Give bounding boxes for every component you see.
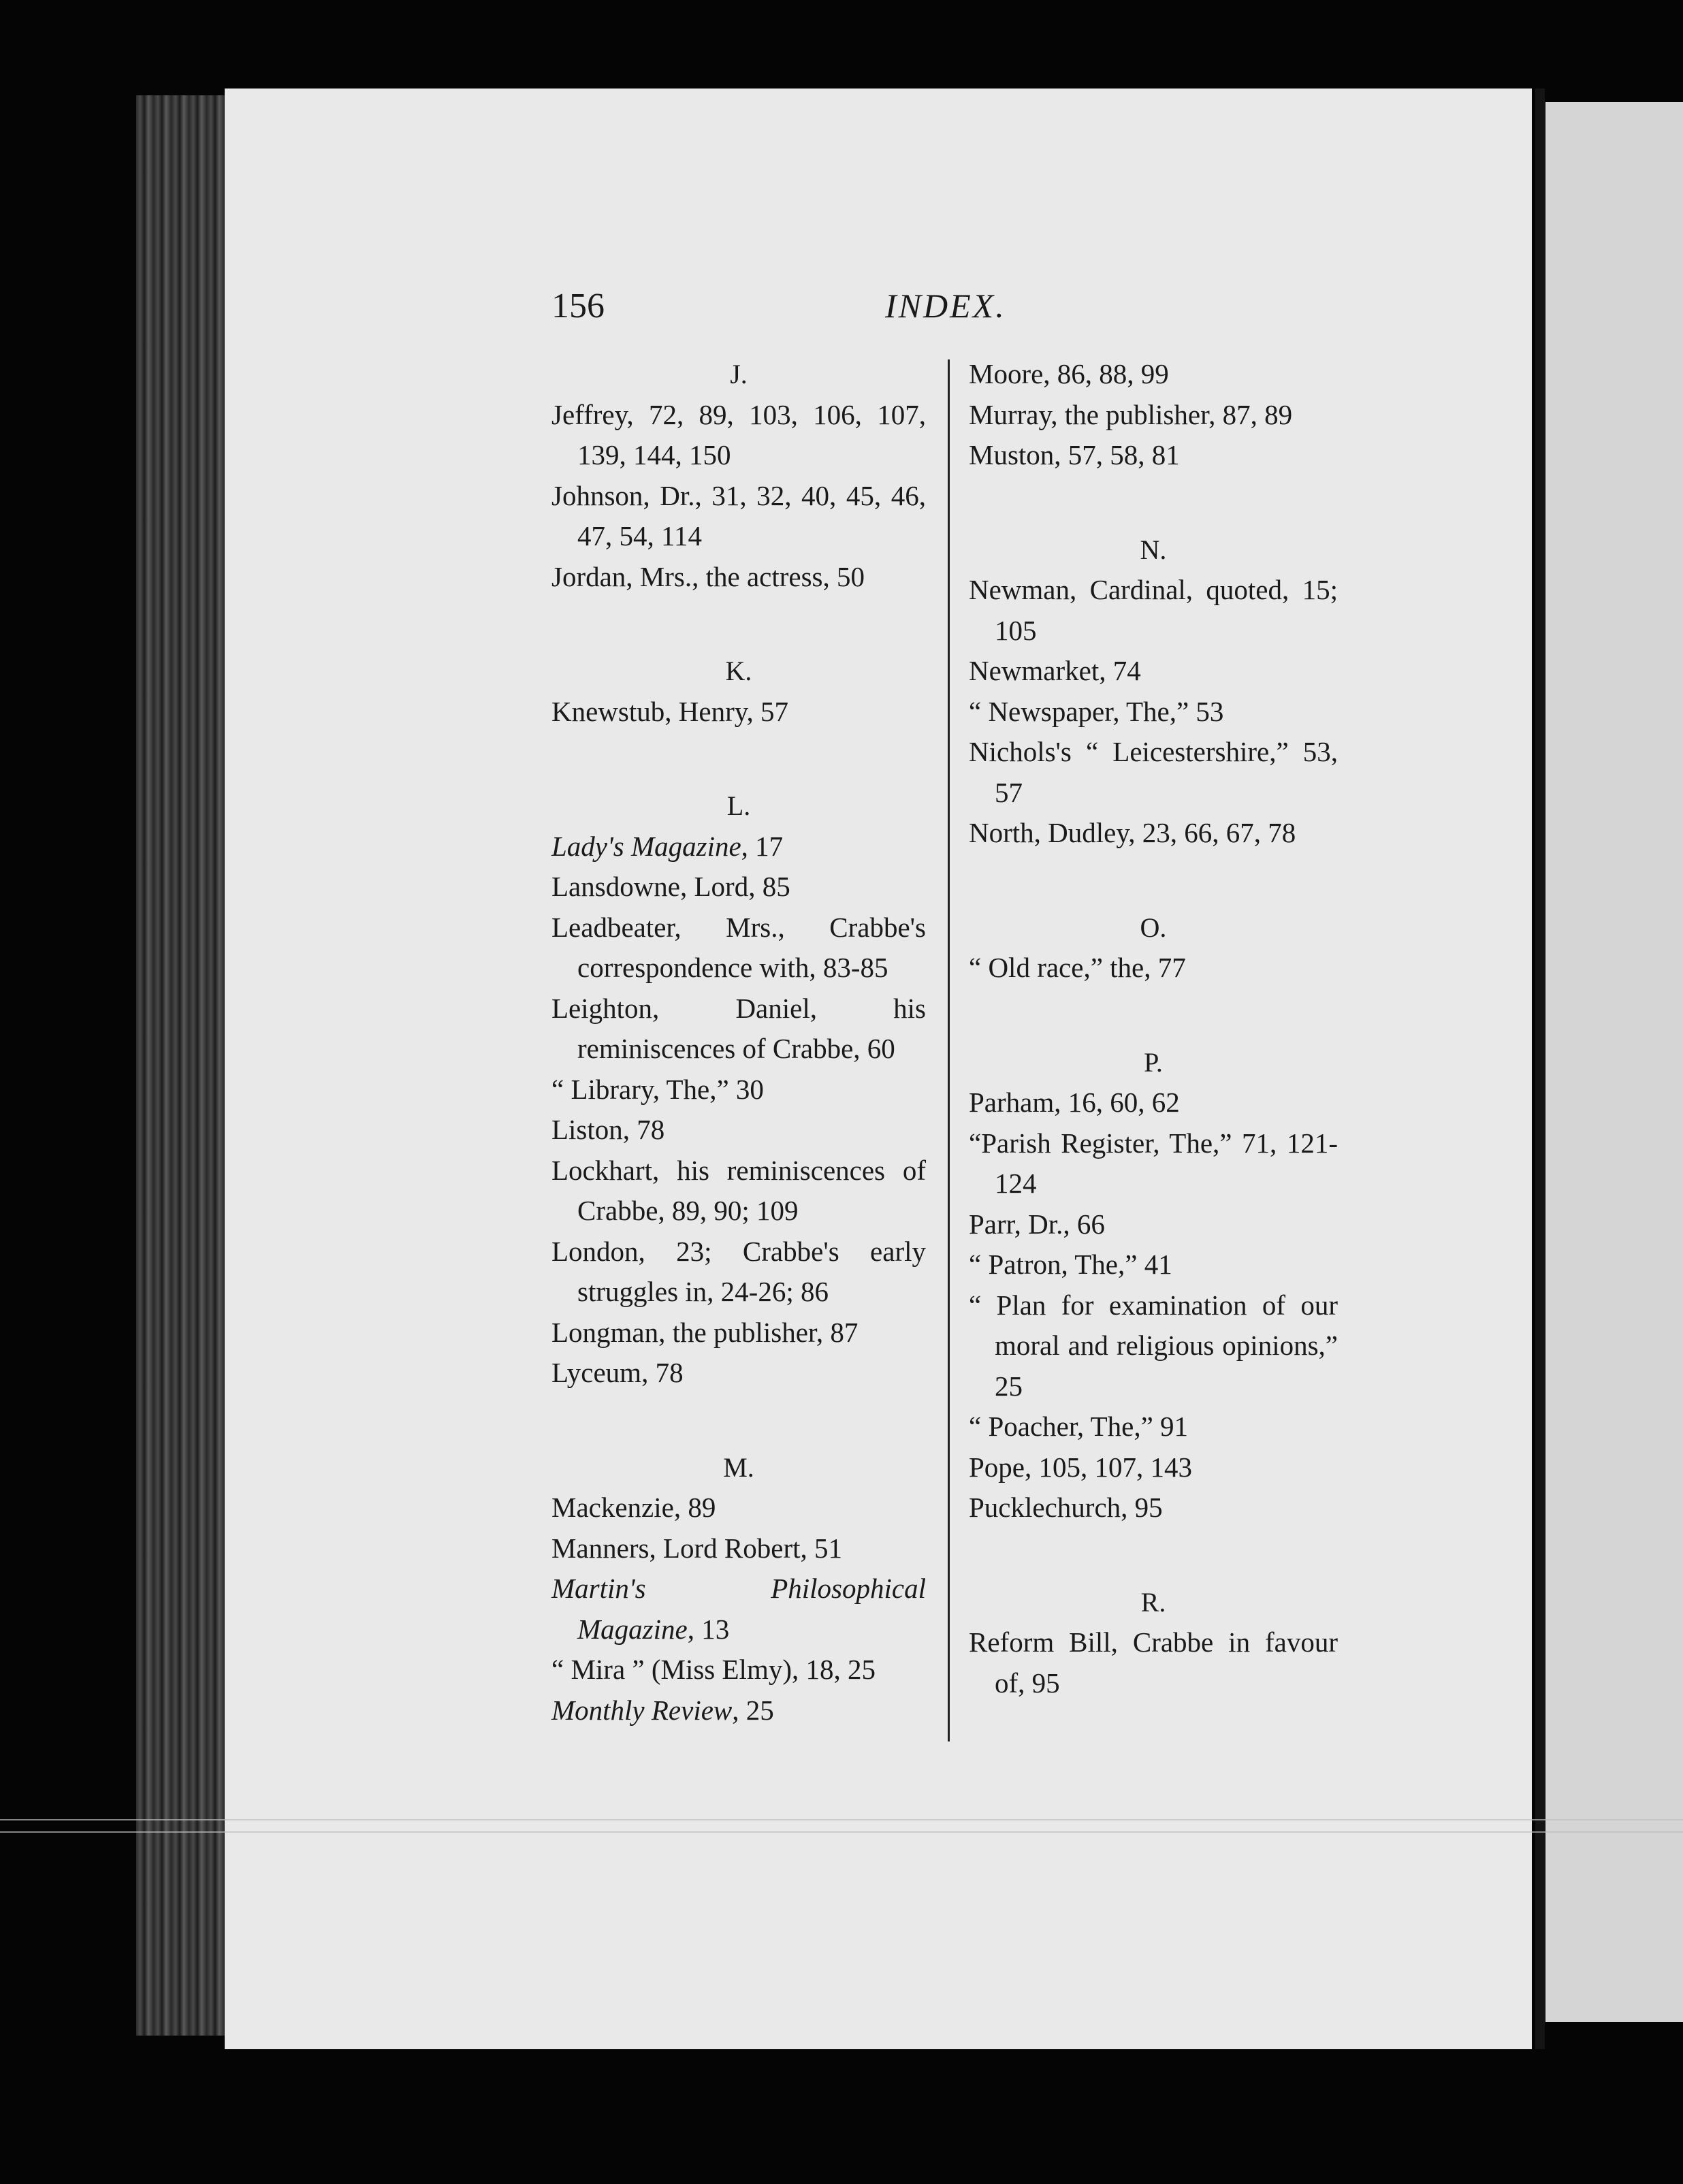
index-entry: [551, 989, 926, 1070]
page-number: 156: [551, 287, 605, 325]
entry-text: Liston, 78: [551, 1114, 665, 1145]
entry-text: North, Dudley, 23, 66, 67, 78: [969, 817, 1296, 848]
index-entry: [551, 908, 926, 989]
entry-text: Murray, the publisher, 87, 89: [969, 398, 1293, 430]
entry-text: Leighton, Daniel, his reminiscences of Crabbe, 60: [551, 992, 926, 1064]
entry-text: , 25: [732, 1694, 774, 1726]
entry-text: Muston, 57, 58, 81: [969, 439, 1180, 470]
index-entry: [551, 1690, 926, 1731]
index-section: [551, 354, 926, 597]
entry-text: Newman, Cardinal, quoted, 15; 105: [969, 574, 1338, 646]
index-entry: [969, 435, 1338, 476]
index-section: [551, 786, 926, 1394]
index-entry: [969, 395, 1338, 436]
index-entry: [551, 1528, 926, 1569]
index-section: [551, 651, 926, 732]
entry-text: Reform Bill, Crabbe in favour of, 95: [969, 1626, 1338, 1699]
entry-text: “ Newspaper, The,” 53: [969, 695, 1224, 727]
index-entry: [551, 395, 926, 476]
index-entry: [969, 1204, 1338, 1245]
entry-text: , 13: [687, 1613, 730, 1645]
entry-text: Nichols's “ Leicestershire,” 53, 57: [969, 736, 1338, 808]
entry-text: Longman, the publisher, 87: [551, 1316, 859, 1348]
entry-text: Knewstub, Henry, 57: [551, 695, 789, 727]
entry-text: Parham, 16, 60, 62: [969, 1087, 1180, 1118]
entry-text: London, 23; Crabbe's early struggles in, 24-26; 86: [551, 1235, 926, 1307]
book-spine: [136, 95, 225, 2036]
entry-title: Monthly Review: [551, 1694, 733, 1726]
entry-text: “ Poacher, The,” 91: [969, 1411, 1189, 1442]
running-head: INDEX.: [885, 287, 1006, 325]
entry-text: Pucklechurch, 95: [969, 1492, 1163, 1523]
index-entry: [969, 1123, 1338, 1204]
index-entry: [551, 867, 926, 908]
index-entry: [551, 1232, 926, 1313]
column-rule: [948, 359, 950, 1741]
index-entry: [551, 1070, 926, 1110]
section-letter: M.: [723, 1451, 754, 1483]
index-section: [969, 530, 1338, 854]
entry-text: Lockhart, his reminiscences of Crabbe, 89, 90; 109: [551, 1154, 926, 1226]
entry-text: Parr, Dr., 66: [969, 1208, 1105, 1240]
index-section: [969, 354, 1338, 476]
index-entry: [969, 1285, 1338, 1407]
entry-text: “ Patron, The,” 41: [969, 1249, 1172, 1280]
entry-text: “ Mira ” (Miss Elmy), 18, 25: [551, 1654, 876, 1685]
scan-artifact-line: [0, 1819, 1683, 1820]
entry-text: Lyceum, 78: [551, 1357, 684, 1388]
index-entry: [969, 732, 1338, 813]
index-entry: [969, 570, 1338, 651]
section-letter: P.: [1144, 1046, 1163, 1078]
entry-text: “ Old race,” the, 77: [969, 952, 1186, 983]
entry-title: Martin's Philosophical Magazine: [551, 1573, 926, 1645]
entry-text: “ Library, The,” 30: [551, 1073, 764, 1105]
entry-text: “Parish Register, The,” 71, 121-124: [969, 1127, 1338, 1199]
index-entry: [551, 1313, 926, 1353]
entry-text: Manners, Lord Robert, 51: [551, 1532, 842, 1564]
section-letter: L.: [726, 790, 751, 821]
index-section: [969, 1042, 1338, 1528]
index-entry: [969, 1082, 1338, 1123]
entry-text: “ Plan for examination of our moral and religious opinions,” 25: [969, 1289, 1338, 1402]
index-entry: [551, 1488, 926, 1528]
entry-text: Johnson, Dr., 31, 32, 40, 45, 46, 47, 54, 114: [551, 479, 926, 551]
section-letter: R.: [1140, 1586, 1166, 1618]
section-letter: O.: [1140, 912, 1167, 943]
page-gutter: [1535, 89, 1545, 2049]
index-entry: [969, 692, 1338, 733]
section-letter: J.: [730, 359, 748, 389]
entry-text: Jeffrey, 72, 89, 103, 106, 107, 139, 144, 150: [551, 398, 926, 470]
index-column-left: [551, 354, 926, 1784]
index-section: [969, 908, 1338, 989]
index-entry: [551, 1569, 926, 1650]
index-entry: [551, 1650, 926, 1690]
index-entry: [969, 651, 1338, 692]
index-entry: [551, 826, 926, 867]
index-entry: [551, 1110, 926, 1151]
index-entry: [969, 1447, 1338, 1488]
index-entry: [551, 1353, 926, 1394]
index-entry: [551, 692, 926, 733]
index-section: [969, 1582, 1338, 1704]
index-entry: [969, 1407, 1338, 1447]
index-column-right: [969, 354, 1338, 1757]
scan-artifact-line: [0, 1831, 1683, 1833]
entry-text: Jordan, Mrs., the actress, 50: [551, 560, 865, 592]
entry-text: Leadbeater, Mrs., Crabbe's correspondence with, 83-85: [551, 911, 926, 983]
entry-text: Newmarket, 74: [969, 655, 1141, 686]
index-entry: [969, 1488, 1338, 1528]
entry-text: Mackenzie, 89: [551, 1492, 716, 1523]
entry-text: Pope, 105, 107, 143: [969, 1451, 1192, 1483]
entry-text: , 17: [741, 830, 784, 862]
index-entry: [969, 354, 1338, 395]
index-entry: [551, 557, 926, 598]
entry-text: Lansdowne, Lord, 85: [551, 871, 790, 902]
entry-title: Lady's Magazine: [551, 830, 741, 862]
section-letter: N.: [1140, 534, 1167, 565]
index-entry: [551, 1151, 926, 1232]
index-section: [551, 1447, 926, 1731]
index-entry: [969, 1622, 1338, 1703]
facing-page-edge: [1545, 102, 1683, 2022]
entry-text: Moore, 86, 88, 99: [969, 358, 1169, 389]
index-entry: [969, 813, 1338, 854]
section-letter: K.: [725, 656, 752, 686]
index-entry: [551, 476, 926, 557]
index-entry: [969, 948, 1338, 989]
index-entry: [969, 1244, 1338, 1285]
